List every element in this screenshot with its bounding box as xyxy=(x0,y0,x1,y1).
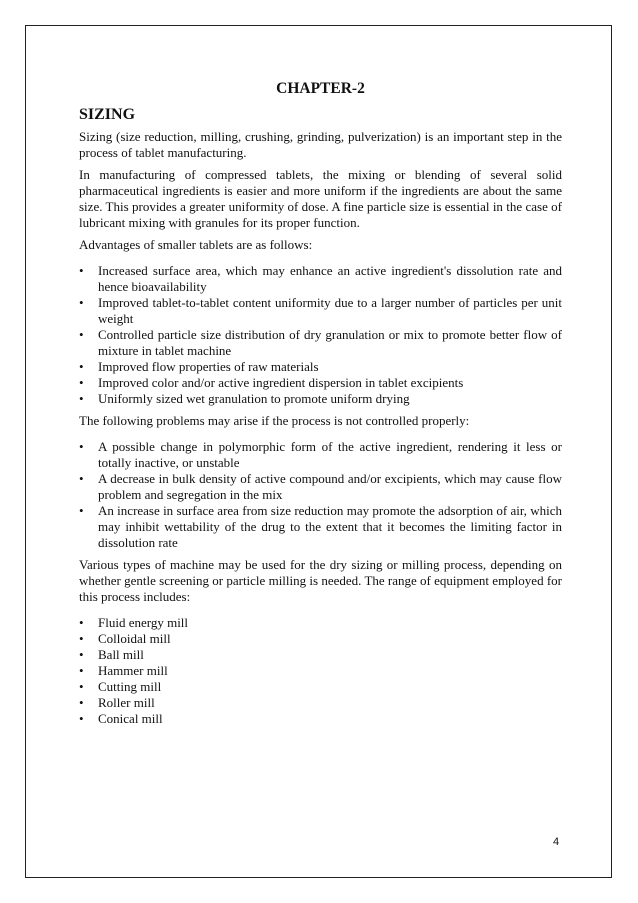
list-item: • Improved tablet-to-tablet content uniformity due to a larger number of particles per unit weight xyxy=(79,295,562,327)
list-item: • Colloidal mill xyxy=(79,631,562,647)
paragraph-equipment-lead: Various types of machine may be used for the dry sizing or milling process, depending on whether gentle screening or particle milling is needed. The range of equipment employed for this process includes: xyxy=(79,557,562,604)
list-item: • A possible change in polymorphic form of the active ingredient, rendering it less or totally inactive, or unstable xyxy=(79,439,562,471)
list-item: • Hammer mill xyxy=(79,663,562,679)
advantages-list xyxy=(79,263,562,407)
problems-list xyxy=(79,439,562,551)
section-heading: SIZING xyxy=(79,106,136,123)
document-body xyxy=(79,75,562,733)
list-item: • Roller mill xyxy=(79,695,562,711)
chapter-title: CHAPTER-2 xyxy=(276,80,365,97)
list-item: • An increase in surface area from size reduction may promote the adsorption of air, which may inhibit wettability of the drug to the extent that it becomes the limiting factor in dissolution rate xyxy=(79,503,562,551)
list-item: • Fluid energy mill xyxy=(79,615,562,631)
list-item: • Uniformly sized wet granulation to promote uniform drying xyxy=(79,391,562,407)
list-item: • Conical mill xyxy=(79,711,562,727)
paragraph-advantages-lead: Advantages of smaller tablets are as follows: xyxy=(79,237,313,252)
list-item: • Improved flow properties of raw materials xyxy=(79,359,562,375)
page-number: 4 xyxy=(553,836,560,848)
list-item: • Cutting mill xyxy=(79,679,562,695)
paragraph-intro: Sizing (size reduction, milling, crushing, grinding, pulverization) is an important step in the process of tablet manufacturing. xyxy=(79,129,562,160)
list-item: • A decrease in bulk density of active compound and/or excipients, which may cause flow problem and segregation in the mix xyxy=(79,471,562,503)
list-item: • Ball mill xyxy=(79,647,562,663)
list-item: • Increased surface area, which may enhance an active ingredient's dissolution rate and hence bioavailability xyxy=(79,263,562,295)
equipment-list xyxy=(79,615,562,727)
paragraph-problems-lead: The following problems may arise if the process is not controlled properly: xyxy=(79,413,470,428)
paragraph-mixing: In manufacturing of compressed tablets, the mixing or blending of several solid pharmaceutical ingredients is easier and more uniform if the ingredients are about the same size. This provides a greater uniformity of dose. A fine particle size is essential in the case of lubricant mixing with granules for its proper function. xyxy=(79,167,562,230)
list-item: • Controlled particle size distribution of dry granulation or mix to promote better flow of mixture in tablet machine xyxy=(79,327,562,359)
list-item: • Improved color and/or active ingredient dispersion in tablet excipients xyxy=(79,375,562,391)
